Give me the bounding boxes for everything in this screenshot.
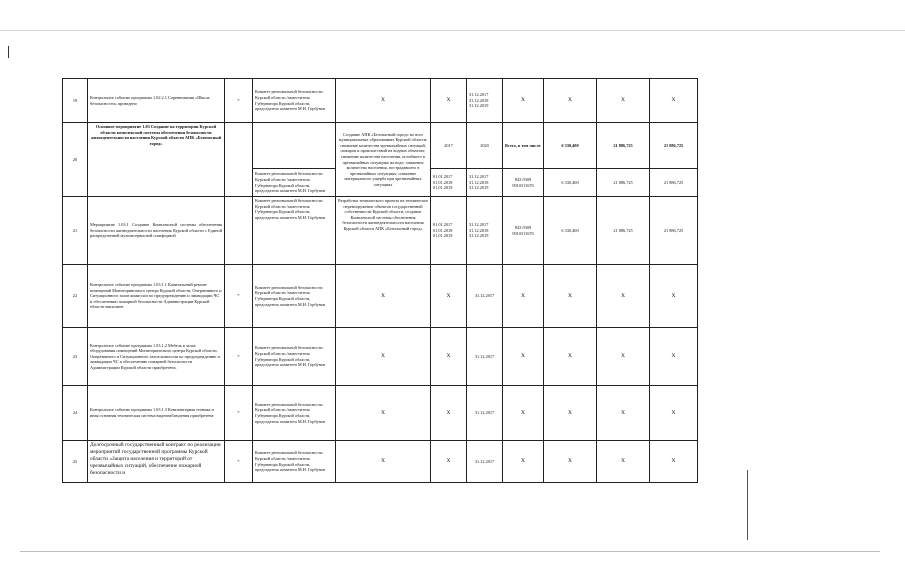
table-row: [63, 386, 698, 441]
table-row: [63, 123, 698, 169]
row-result: Создание АПК «Безопасный город» во всех муниципальных образованиях Курской области; снижение количества чрезвычайных ситуаций, пожаров и происшествий на водных объектах; снижение количества населения, погибшего в чрезвычайных ситуациях на воде; снижение количества населения, пострадавшего в чрезвычайных ситуациях; снижение материального ущерба при чрезвычайных ситуациях: [336, 123, 431, 197]
row-name: Контрольное событие программы 1.03.1.2 Мебель в залах оборудования помещений Мониторингового центра Курской области, Оперативного и Ситуационного залов комиссии по предупреждению и ликвидации ЧС и обеспечению пожарной безопасности Администрации Курской области приобретена.: [88, 328, 225, 386]
scan-mark-left: [8, 46, 9, 58]
row-mark-empty: [225, 197, 253, 265]
row-result: X: [336, 441, 431, 483]
row-year-1: X: [544, 328, 597, 386]
row-name: Долгосрочный государственный контракт по реализации мероприятий государственной программы Курской области «Защита населения и территорий от чрезвычайных ситуаций, обеспечение пожарной безопасности и: [88, 441, 225, 483]
row-start: 2017: [431, 123, 467, 169]
row-result: X: [336, 328, 431, 386]
row-year-3: 21 886,725: [650, 197, 698, 265]
row-year-2: X: [597, 79, 650, 123]
row-year-2: 21 886,725: [597, 123, 650, 169]
row-year-3: 21 886,725: [650, 123, 698, 169]
row-executor: Комитет региональной безопасности Курской области /заместитель Губернатора Курской области, председатель комитета М.Н. Горбунов: [253, 197, 336, 265]
row-mark: *: [225, 265, 253, 328]
row-executor: Комитет региональной безопасности Курской области /заместитель Губернатора Курской области, председатель комитета М.Н. Горбунов: [253, 386, 336, 441]
row-start: X: [431, 265, 467, 328]
row-result: Разработка технического проекта на техническое перевооружение объектов государственной собственности Курской области, создание Комплексной системы обеспечения безопасности жизнедеятельности населения Курской области АПК «Безопасный город»: [336, 197, 431, 265]
table-row: [63, 79, 698, 123]
row-name: Контрольное событие программы 1.03.1.3 Компьютерная техника и иная основная техническая система видеонаблюдения приобретена: [88, 386, 225, 441]
row-number: 25: [63, 441, 88, 483]
row-year-2: 21 886,725: [597, 197, 650, 265]
row-number: 22: [63, 265, 88, 328]
scan-mark-right: [747, 470, 748, 540]
row-end: 31.12.2017 31.12.2018 31.12.2019: [467, 79, 503, 123]
row-kbk: X: [503, 328, 544, 386]
row-executor: Комитет региональной безопасности Курской области /заместитель Губернатора Курской области, председатель комитета М.Н. Горбунов: [253, 441, 336, 483]
row-year-1: X: [544, 79, 597, 123]
row-result: X: [336, 79, 431, 123]
row-executor: Комитет региональной безопасности Курской области /заместитель Губернатора Курской области, председатель комитета М.Н. Горбунов: [253, 79, 336, 123]
row-start: 01.01.2017 01.01.2018 01.01.2019: [431, 169, 467, 197]
row-kbk: X: [503, 265, 544, 328]
row-year-1: X: [544, 386, 597, 441]
row-executor-empty: [253, 123, 336, 169]
table-row: [63, 197, 698, 265]
program-table: [62, 78, 698, 483]
row-number: 24: [63, 386, 88, 441]
row-year-1: X: [544, 265, 597, 328]
row-number: 23: [63, 328, 88, 386]
row-start: X: [431, 386, 467, 441]
row-start: X: [431, 79, 467, 123]
row-executor: Комитет региональной безопасности Курской области /заместитель Губернатора Курской области, председатель комитета М.Н. Горбунов: [253, 328, 336, 386]
row-year-3: X: [650, 79, 698, 123]
row-end: 31.12.2017 31.12.2018 31.12.2019: [467, 197, 503, 265]
row-start: X: [431, 328, 467, 386]
row-year-3: X: [650, 328, 698, 386]
row-year-2: X: [597, 328, 650, 386]
row-year-3: X: [650, 386, 698, 441]
row-year-1: 6 330,400: [544, 169, 597, 197]
row-end: 31.12.2017: [467, 328, 503, 386]
row-year-3: X: [650, 265, 698, 328]
row-number: 21: [63, 197, 88, 265]
row-end: 31.12.2017 31.12.2018 31.12.2019: [467, 169, 503, 197]
row-kbk: X: [503, 441, 544, 483]
row-mark: *: [225, 328, 253, 386]
row-end: 31.12.2017: [467, 441, 503, 483]
row-start: X: [431, 441, 467, 483]
row-result: X: [336, 265, 431, 328]
row-year-3: X: [650, 441, 698, 483]
row-number: 19: [63, 79, 88, 123]
row-year-1: 6 330,400: [544, 197, 597, 265]
row-executor: Комитет региональной безопасности Курской области /заместитель Губернатора Курской области, председатель комитета М.Н. Горбунов: [253, 169, 336, 197]
scan-line-bottom: [20, 551, 880, 552]
scan-line-top: [0, 30, 905, 31]
row-year-2: X: [597, 386, 650, 441]
table-row: [63, 265, 698, 328]
row-mark: *: [225, 79, 253, 123]
row-name: Контрольное событие программы 1.03.1.1 Капитальный ремонт помещений Мониторингового центра Курской области, Оперативного и Ситуационного залов комиссии по предупреждению и ликвидации ЧС и обеспечению пожарной безопасности Администрации Курской области выполнен: [88, 265, 225, 328]
row-year-1: 6 330,400: [544, 123, 597, 169]
row-year-2: 21 886,725: [597, 169, 650, 197]
table-row: [63, 328, 698, 386]
row-executor: Комитет региональной безопасности Курской области /заместитель Губернатора Курской области, председатель комитета М.Н. Горбунов: [253, 265, 336, 328]
row-kbk: Всего, в том числе: [503, 123, 544, 169]
row-end: 31.12.2017: [467, 265, 503, 328]
table-row: [63, 441, 698, 483]
row-kbk: 843 0309 0910311670: [503, 169, 544, 197]
row-name: Мероприятие 1.03.1 Создание Комплексной системы обеспечения безопасности жизнедеятельности населения Курской области с Единой распределенной мультисервисной платформой: [88, 197, 225, 265]
row-mark-empty: [225, 123, 253, 197]
row-end: 31.12.2017: [467, 386, 503, 441]
row-start: 01.01.2017 01.01.2018 01.01.2019: [431, 197, 467, 265]
row-year-1: X: [544, 441, 597, 483]
row-year-2: X: [597, 265, 650, 328]
row-mark: *: [225, 386, 253, 441]
row-year-2: X: [597, 441, 650, 483]
row-name: Контрольное событие программы 1.02.2.1 Соревнования «Школа безопасности» проведено: [88, 79, 225, 123]
row-kbk: X: [503, 79, 544, 123]
row-kbk: X: [503, 386, 544, 441]
row-name: Основное мероприятие 1.03 Создание на территории Курской области комплексной системы обеспечения безопасности жизнедеятельности населения Курской области АПК «Безопасный город»: [88, 123, 225, 197]
row-result: X: [336, 386, 431, 441]
row-year-3: 21 886,725: [650, 169, 698, 197]
row-number: 20: [63, 123, 88, 197]
row-end: 2020: [467, 123, 503, 169]
row-mark: *: [225, 441, 253, 483]
row-kbk: 843 0309 0910311670: [503, 197, 544, 265]
